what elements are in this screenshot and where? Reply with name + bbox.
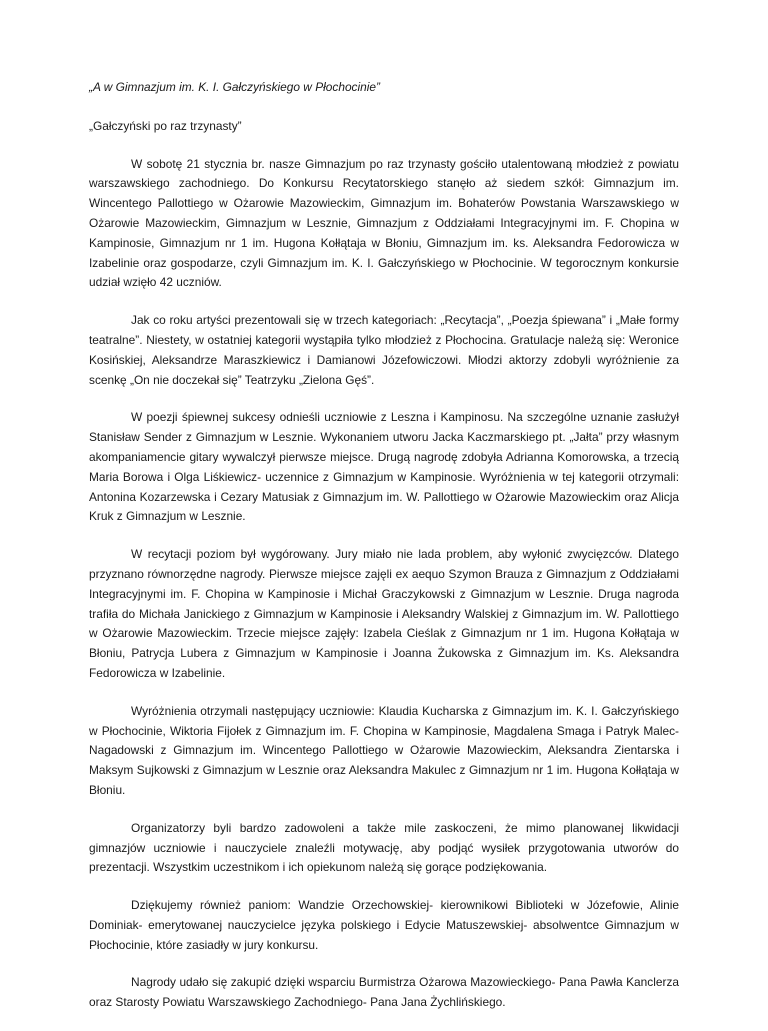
- document-subtitle: „Gałczyński po raz trzynasty”: [89, 118, 242, 133]
- document-title: „A w Gimnazjum im. K. I. Gałczyńskiego w Płochocinie”: [89, 80, 380, 94]
- paragraph-distinctions: Wyróżnienia otrzymali następujący uczniowie: Klaudia Kucharska z Gimnazjum im. K. I. Gałczyńskiego w Płochocinie, Wiktoria Fijołek z Gimnazjum im. F. Chopina w Kampinosie, Magdalena Smaga i Patryk Malec-Nagadowski z Gimnazjum im. Wincentego Pallottiego w Ożarowie Mazowieckim, Aleksandra Zientarska i Maksym Sujkowski z Gimnazjum w Lesznie oraz Aleksandra Makulec z Gimnazjum nr 1 im. Hugona Kołłątaja w Błoniu.: [89, 703, 679, 797]
- paragraph-contest-intro: W sobotę 21 stycznia br. nasze Gimnazjum po raz trzynasty gościło utalentowaną młodzież z powiatu warszawskiego zachodniego. Do Konkursu Recytatorskiego stanęło aż siedem szkół: Gimnazjum im. Wincentego Pallottiego w Ożarowie Mazowieckim, Gimnazjum im. Bohaterów Powstania Warszawskiego w Ożarowie Mazowieckim, Gimnazjum w Lesznie, Gimnazjum z Oddziałami Integracyjnymi im. F. Chopina w Kampinosie, Gimnazjum nr 1 im. Hugona Kołłątaja w Błoniu, Gimnazjum im. ks. Aleksandra Fedorowicza w Izabelinie oraz gospodarze, czyli Gimnazjum im. K. I. Gałczyńskiego w Płochocinie. W tegorocznym konkursie udział wzięło 42 uczniów.: [89, 156, 679, 290]
- document-page: [89, 78, 679, 1031]
- paragraph-categories: Jak co roku artyści prezentowali się w trzech kategoriach: „Recytacja”, „Poezja śpiewana” i „Małe formy teatralne”. Niestety, w ostatniej kategorii wystąpiła tylko młodzież z Płochocina. Gratulacje należą się: Weronice Kosińskiej, Aleksandrze Maraszkiewicz i Damianowi Józefowiczowi. Młodzi aktorzy zdobyli wyróżnienie za scenkę „On nie doczekał się” Teatrzyku „Zielona Gęś”.: [89, 313, 679, 387]
- paragraph-sponsors: Nagrody udało się zakupić dzięki wsparciu Burmistrza Ożarowa Mazowieckiego- Pana Pawła Kanclerza oraz Starosty Powiatu Warszawskiego Zachodniego- Pana Jana Żychlińskiego.: [89, 975, 679, 1010]
- paragraph-jury-thanks: Dziękujemy również paniom: Wandzie Orzechowskiej- kierownikowi Biblioteki w Józefowie, Alinie Dominiak- emerytowanej nauczycielce języka polskiego i Edycie Matuszewskiej- absolwentce Gimnazjum w Płochocinie, które zasiadły w jury konkursu.: [89, 898, 679, 952]
- paragraph-recitation: W recytacji poziom był wygórowany. Jury miało nie lada problem, aby wyłonić zwycięzców. Dlatego przyznano równorzędne nagrody. Pierwsze miejsce zajęli ex aequo Szymon Brauza z Gimnazjum z Oddziałami Integracyjnymi im. F. Chopina w Kampinosie i Michał Graczykowski z Gimnazjum w Lesznie. Druga nagroda trafiła do Michała Janickiego z Gimnazjum w Kampinosie i Aleksandry Walskiej z Gimnazjum im. W. Pallottiego w Ożarowie Mazowieckim. Trzecie miejsce zajęły: Izabela Cieślak z Gimnazjum nr 1 im. Hugona Kołłątaja w Błoniu, Patrycja Lubera z Gimnazjum w Kampinosie i Joanna Żukowska z Gimnazjum im. Ks. Aleksandra Fedorowicza w Izabelinie.: [89, 547, 679, 680]
- paragraph-sung-poetry: W poezji śpiewnej sukcesy odnieśli uczniowie z Leszna i Kampinosu. Na szczególne uznanie zasłużył Stanisław Sender z Gimnazjum w Lesznie. Wykonaniem utworu Jacka Kaczmarskiego pt. „Jałta” przy własnym akompaniamencie gitary wywalczył pierwsze miejsce. Drugą nagrodę zdobyła Adrianna Komorowska, a trzecią Maria Borowa i Olga Liśkiewicz- uczennice z Gimnazjum w Kampinosie. Wyróżnienia w tej kategorii otrzymali: Antonina Kozarzewska i Cezary Matusiak z Gimnazjum im. W. Pallottiego w Ożarowie Mazowieckim oraz Alicja Kruk z Gimnazjum w Lesznie.: [89, 410, 679, 524]
- paragraph-organizers: Organizatorzy byli bardzo zadowoleni a także mile zaskoczeni, że mimo planowanej likwidacji gimnazjów uczniowie i nauczyciele znaleźli motywację, aby podjąć wysiłek przygotowania utworów do prezentacji. Wszystkim uczestnikom i ich opiekunom należą się gorące podziękowania.: [89, 820, 679, 875]
